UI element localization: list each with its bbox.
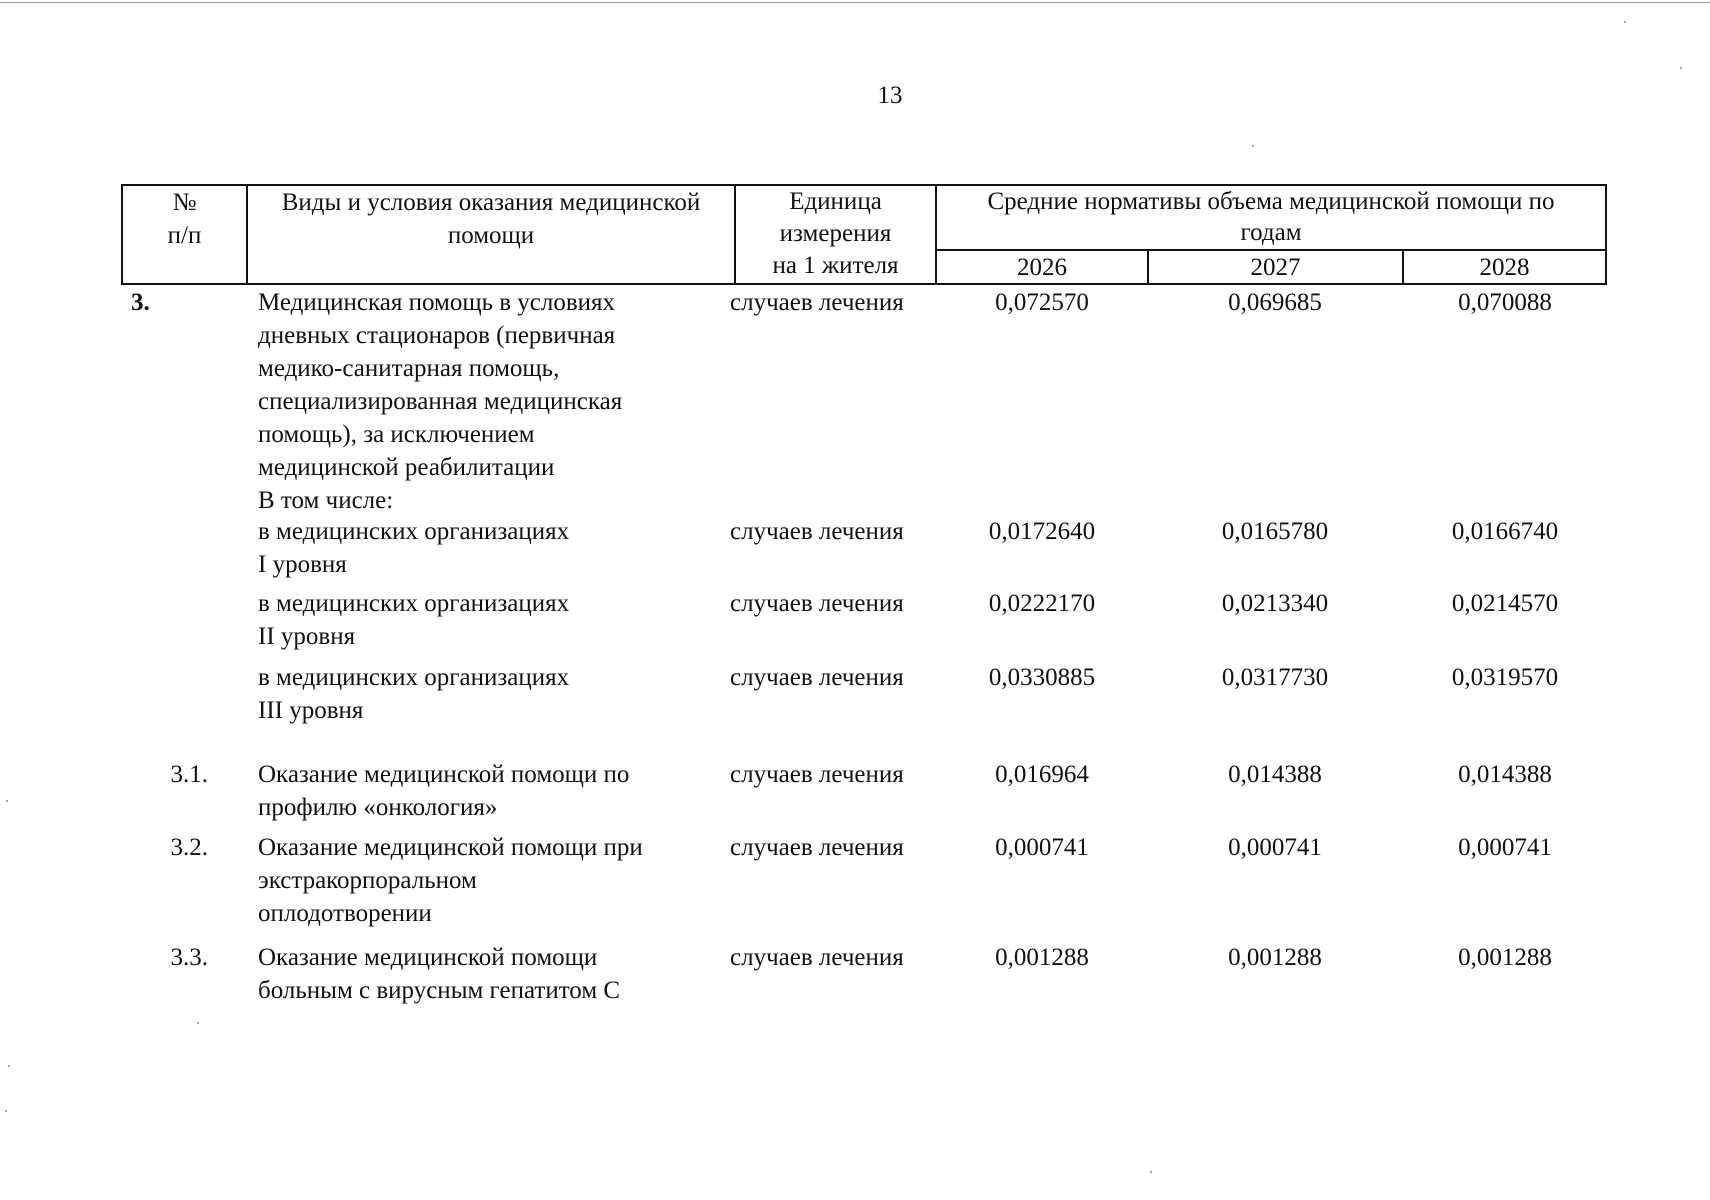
description-line: в медицинских организациях [258,518,570,545]
scan-speck [5,1110,7,1112]
value-2028: 0,000741 [1458,834,1552,861]
row-number: 3. [131,289,150,316]
row-number: 3.2. [170,834,208,861]
description-line: Оказание медицинской помощи [258,944,598,971]
header-col-number [123,186,246,252]
value-2027: 0,014388 [1228,761,1322,788]
header-col-types-line-1: Виды и условия оказания медицинской [281,189,701,216]
description-line: медицинской реабилитации [258,454,555,481]
scan-speck [8,1065,10,1067]
value-2026: 0,0330885 [988,664,1096,691]
header-col-number-line-1: № [172,189,197,216]
row-description [258,941,620,1007]
header-col-number-line-2: п/п [167,222,202,249]
header-right-border [1605,184,1607,285]
value-2026: 0,001288 [995,944,1089,971]
header-col-norms-line-1: Средние нормативы объема медицинской помощи по [987,188,1555,215]
value-2026: 0,000741 [995,834,1089,861]
value-2028: 0,0319570 [1451,664,1559,691]
header-col-types-line-2: помощи [447,222,535,249]
row-description [258,831,643,930]
row-number: 3.3. [170,944,208,971]
description-line: в медицинских организациях [258,590,570,617]
row-description [258,587,569,653]
header-col-unit [736,186,935,282]
row-unit: случаев лечения [730,590,904,617]
description-line: Оказание медицинской помощи при [258,834,643,861]
value-2026: 0,016964 [995,761,1089,788]
header-year-2028: 2028 [1479,254,1530,281]
row-description [258,286,622,517]
page-number: 13 [877,82,903,109]
scan-speck [1252,145,1254,147]
value-2026: 0,0172640 [988,518,1096,545]
row-description [258,515,569,581]
value-2028: 0,0166740 [1451,518,1559,545]
scan-speck [1624,21,1626,23]
header-col-unit-line-2: измерения [779,220,892,247]
row-unit: случаев лечения [730,289,904,316]
scan-speck [1150,1171,1152,1173]
row-unit: случаев лечения [730,761,904,788]
header-col-norms [937,186,1605,248]
value-2028: 0,001288 [1458,944,1552,971]
description-line: III уровня [258,697,364,724]
row-unit: случаев лечения [730,834,904,861]
value-2028: 0,014388 [1458,761,1552,788]
value-2027: 0,069685 [1228,289,1322,316]
header-col-unit-line-1: Единица [789,188,882,215]
row-unit: случаев лечения [730,518,904,545]
description-line: II уровня [258,623,356,650]
header-col-types [248,186,734,252]
header-year-2027: 2027 [1250,254,1301,281]
description-line: Медицинская помощь в условиях [258,289,616,316]
value-2027: 0,000741 [1228,834,1322,861]
row-description [258,758,629,824]
value-2027: 0,001288 [1228,944,1322,971]
value-2028: 0,0214570 [1451,590,1559,617]
value-2026: 0,0222170 [988,590,1096,617]
description-line: экстракорпоральном [258,867,477,894]
header-col-norms-line-2: годам [1240,219,1302,246]
description-line: I уровня [258,551,347,578]
scan-speck [1680,67,1682,69]
value-2026: 0,072570 [995,289,1089,316]
including-label: В том числе: [258,487,394,514]
row-unit: случаев лечения [730,944,904,971]
description-line: профилю «онкология» [258,794,498,821]
row-unit: случаев лечения [730,664,904,691]
description-line: Оказание медицинской помощи по [258,761,630,788]
description-line: больным с вирусным гепатитом С [258,977,621,1004]
description-line: помощь), за исключением [258,421,535,448]
header-year-2026: 2026 [1017,254,1067,281]
description-line: оплодотворении [258,900,432,927]
description-line: медико-санитарная помощь, [258,355,560,382]
scan-top-edge [0,2,1710,3]
description-line: в медицинских организациях [258,664,570,691]
description-line: специализированная медицинская [258,388,623,415]
row-description [258,661,569,727]
value-2027: 0,0213340 [1221,590,1329,617]
scan-speck [6,800,8,802]
header-col-unit-line-3: на 1 жителя [772,252,899,279]
description-line: дневных стационаров (первичная [258,322,616,349]
scan-speck [197,1022,199,1024]
value-2027: 0,0317730 [1221,664,1329,691]
row-number: 3.1. [170,761,208,788]
value-2027: 0,0165780 [1221,518,1329,545]
value-2028: 0,070088 [1458,289,1552,316]
